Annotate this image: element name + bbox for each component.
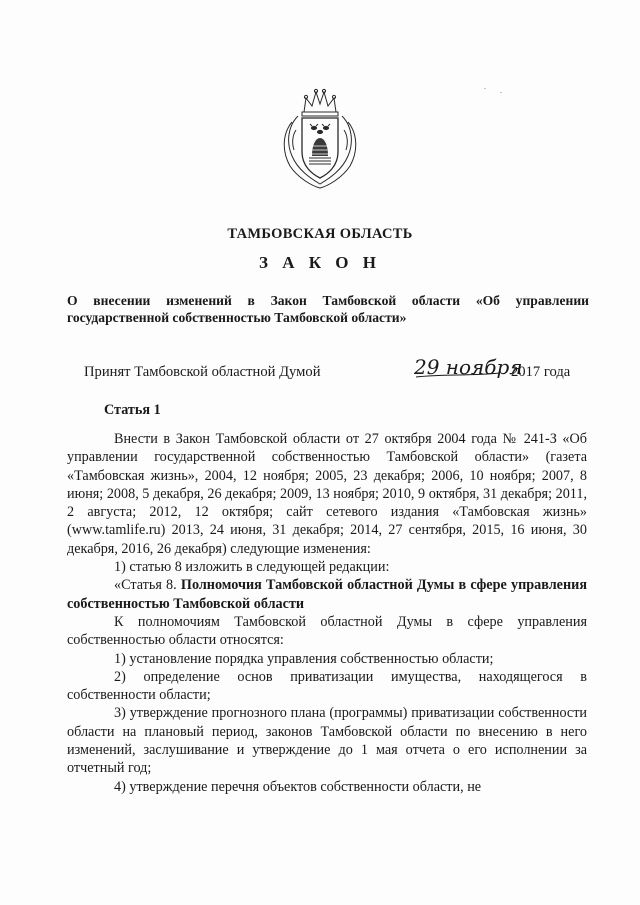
paragraph-article-8 [67,576,587,613]
scan-speck [484,88,486,89]
paragraph-power-1: 1) установление порядка управления собственностью области; [114,650,494,667]
paragraph-powers-intro: К полномочиям Тамбовской областной Думы в сфере управления собственностью области относятся: [67,613,587,649]
article-heading: Статья 1 [104,402,161,418]
law-subject: О внесении изменений в Закон Тамбовской области «Об управлении государственной собственностью Тамбовской области» [67,293,589,325]
adopted-year: 2017 года [511,364,571,380]
paragraph-power-4: 4) утверждение перечня объектов собственности области, не [114,778,482,795]
article-8-title: Полномочия Тамбовской областной Думы в сфере управления собственностью Тамбовской области [67,577,587,612]
adopted-date [412,352,582,382]
handwritten-date-text: 29 ноября [414,355,523,379]
article-body [67,430,587,796]
paragraph-power-2: 2) определение основ приватизации имущества, находящегося в собственности области; [67,668,587,704]
scan-speck [500,92,502,93]
region-title: ТАМБОВСКАЯ ОБЛАСТЬ [227,226,413,242]
article-8-prefix: «Статья 8. [114,577,181,594]
paragraph-intro: Внести в Закон Тамбовской области от 27 октября 2004 года № 241-З «Об управлении государственной собственностью Тамбовской области» (газета «Тамбовская жизнь», 2004, 12 ноября; 2005, 23 декабря; 2006, 10 ноября; 2007, 8 июня; 2008, 5 декабря, 26 декабря; 2009, 13 ноября; 2010, 9 октября, 31 декабря; 2011, 2 августа; 2012, 12 октября; сайт сетевого издания «Тамбовская жизнь» (www.tamlife.ru) 2013, 24 июня, 31 декабря; 2014, 27 сентября, 2015, 16 июня, 30 декабря, 2016, 26 декабря) следующие изменения: [67,431,587,557]
law-title: З А К О Н [258,253,382,272]
paragraph-item-1: 1) статью 8 изложить в следующей редакции: [114,559,390,576]
adopted-by: Принят Тамбовской областной Думой [84,364,321,380]
handwritten-date [412,352,523,380]
paragraph-power-3: 3) утверждение прогнозного плана (программы) приватизации собственности области на плановый период, законов Тамбовской области по внесению в него изменений, заслушивание и утверждение до 1 мая отчета о его исполнении за отчетный год; [67,705,587,777]
coat-of-arms-emblem [276,86,364,190]
